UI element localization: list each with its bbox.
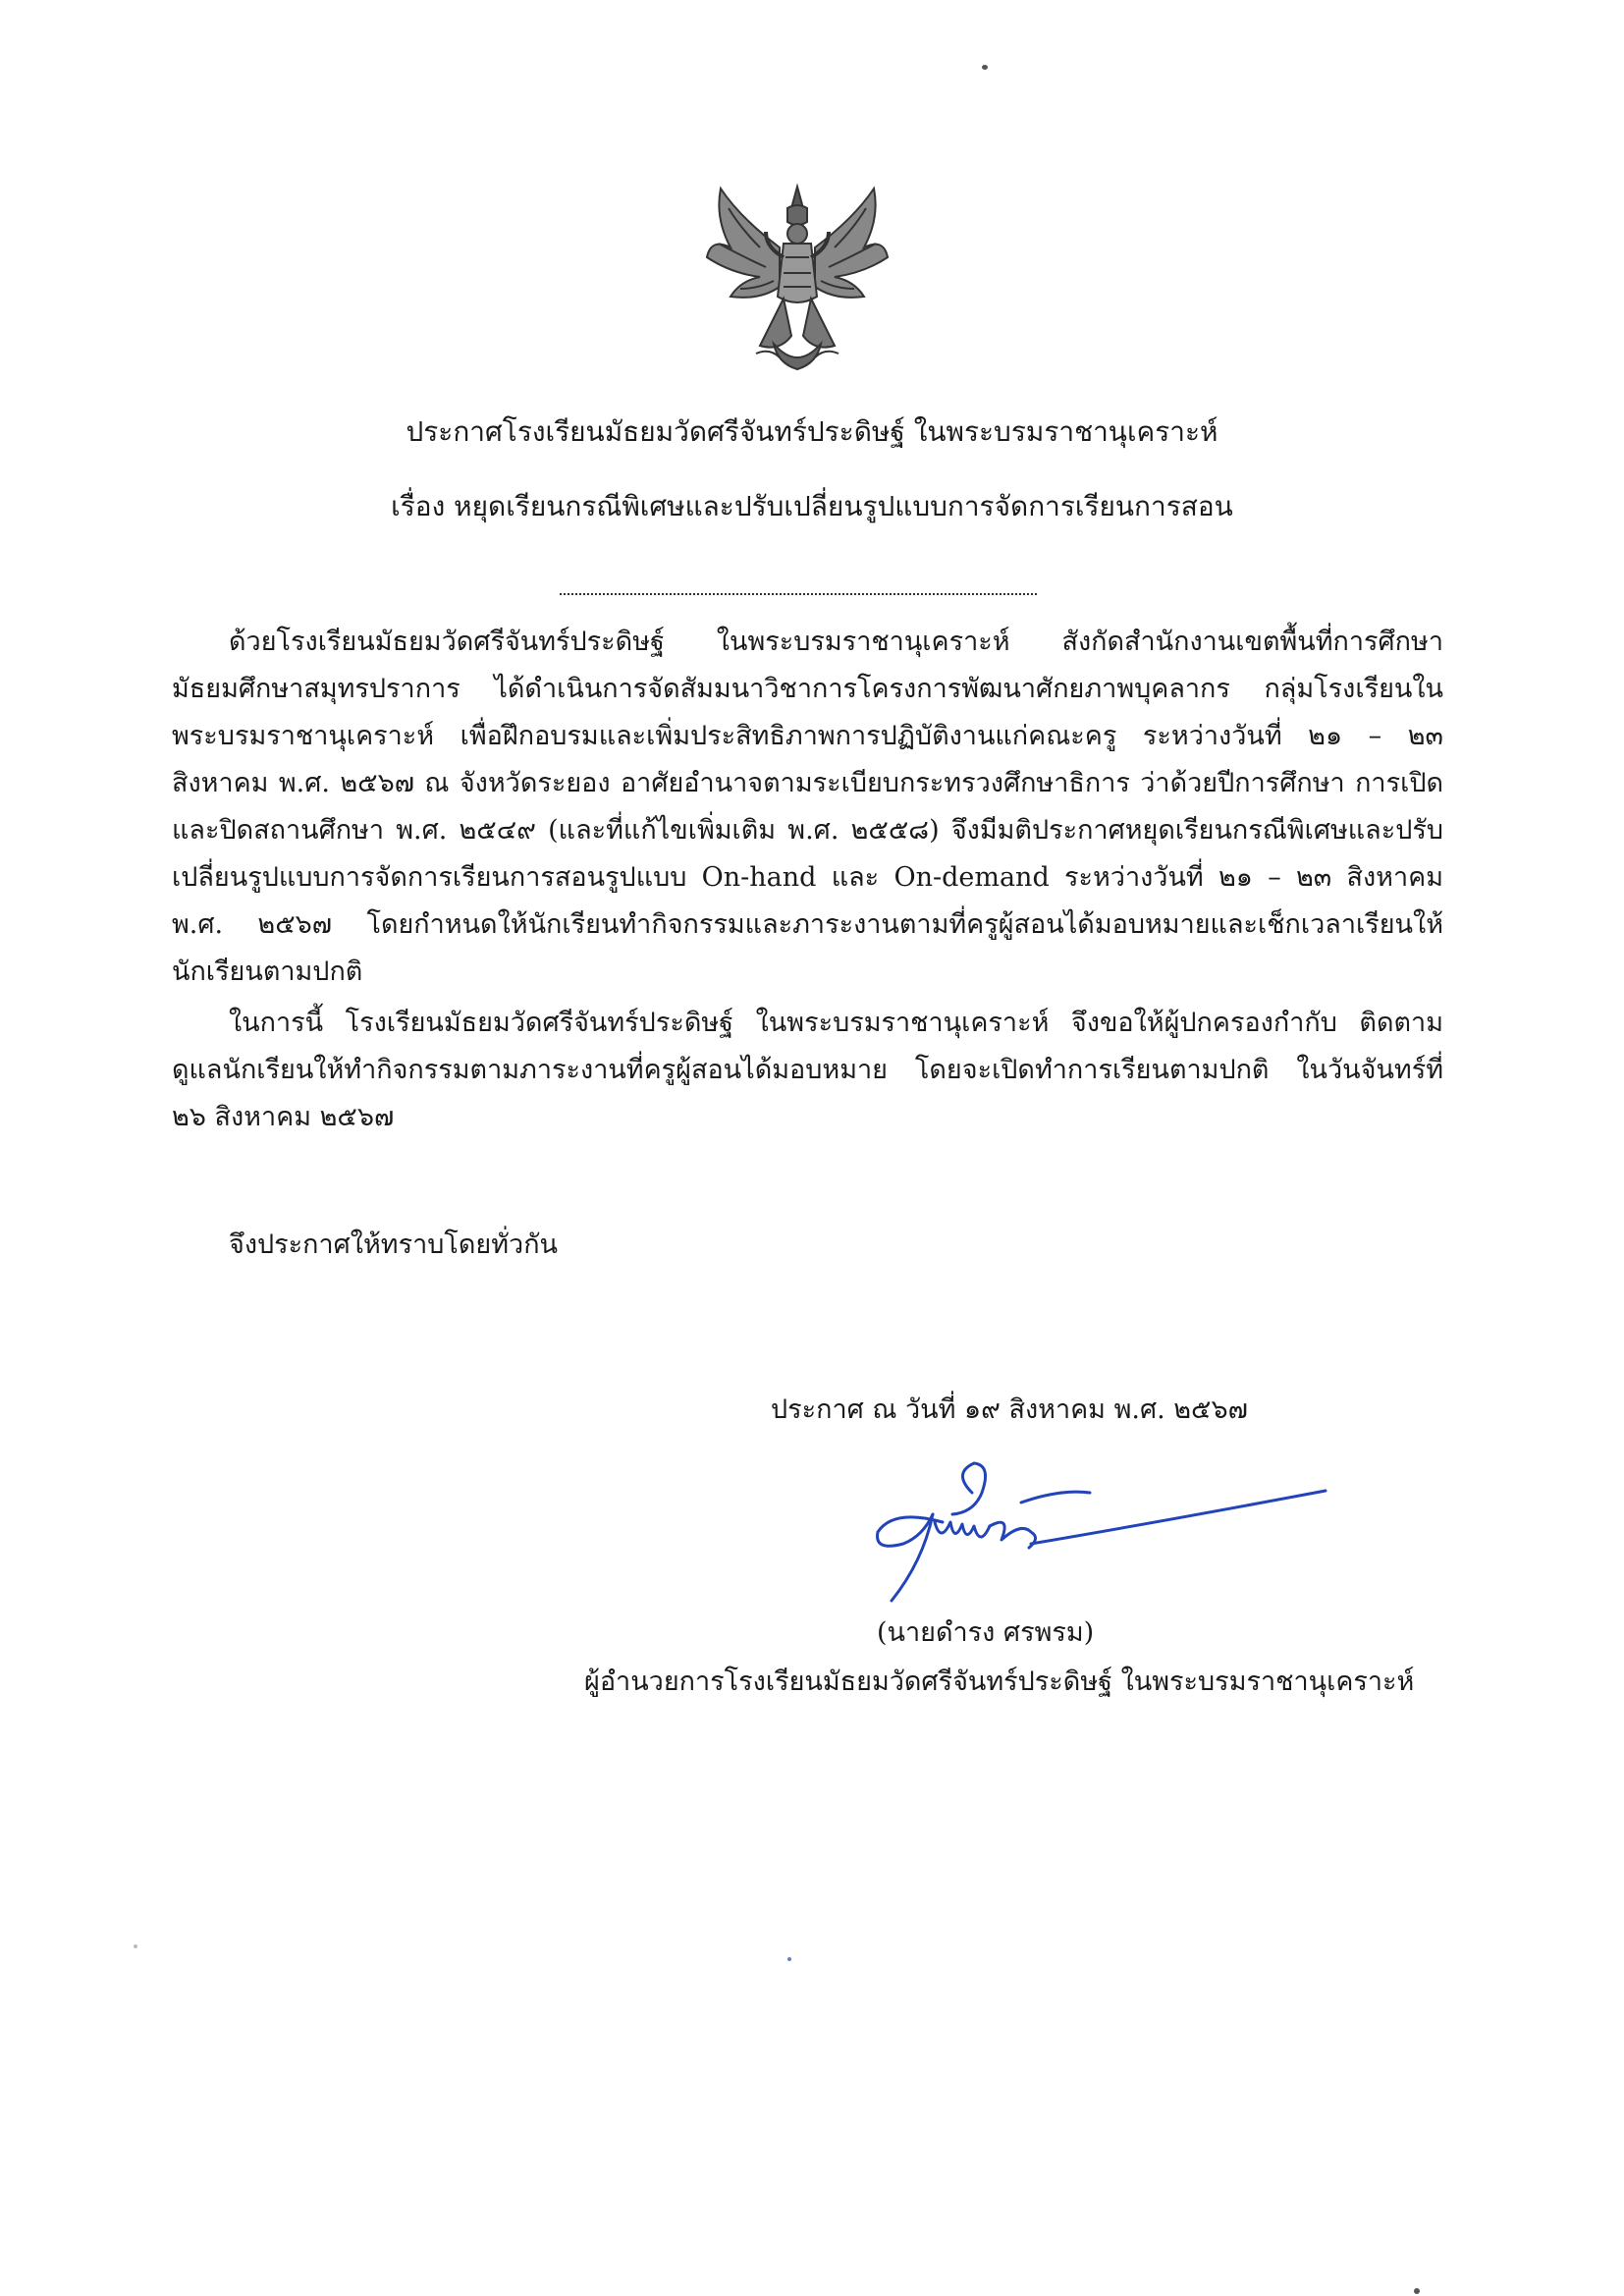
body-paragraph-2: ในการนี้ โรงเรียนมัธยมวัดศรีจันทร์ประดิษฐ์ ในพระบรมราชานุเคราะห์ จึงขอให้ผู้ปกครองกำกับ ติดตาม ดูแลนักเรียนให้ทำกิจกรรมตามภาระงานที่ครูผู้สอนได้มอบหมาย โดยจะเปิดทำการเรียนตามปกติ ในวันจันทร์ที่ ๒๖ สิงหาคม ๒๕๖๗ (172, 1008, 1443, 1132)
announcement-title: ประกาศโรงเรียนมัธยมวัดศรีจันทร์ประดิษฐ์ ในพระบรมราชานุเคราะห์ (406, 415, 1218, 448)
scan-speck (1414, 2288, 1420, 2294)
body-paragraph-1: ด้วยโรงเรียนมัธยมวัดศรีจันทร์ประดิษฐ์ ในพระบรมราชานุเคราะห์ สังกัดสำนักงานเขตพื้นที่การศึกษามัธยมศึกษาสมุทรปราการ ได้ดำเนินการจัดสัมมนาวิชาการโครงการพัฒนาศักยภาพบุคลากร กลุ่มโรงเรียนในพระบรมราชานุเคราะห์ เพื่อฝึกอบรมและเพิ่มประสิทธิภาพการปฏิบัติงานแก่คณะครู ระหว่างวันที่ ๒๑ – ๒๓ สิงหาคม พ.ศ. ๒๕๖๗ ณ จังหวัดระยอง อาศัยอำนาจตามระเบียบกระทรวงศึกษาธิการ ว่าด้วยปีการศึกษา การเปิดและปิดสถานศึกษา พ.ศ. ๒๕๔๙ (และที่แก้ไขเพิ่มเติม พ.ศ. ๒๕๕๘) จึงมีมติประกาศหยุดเรียนกรณีพิเศษและปรับเปลี่ยนรูปแบบการจัดการเรียนการสอนรูปแบบ On-hand และ On-demand ระหว่างวันที่ ๒๑ – ๒๓ สิงหาคม พ.ศ. ๒๕๖๗ โดยกำหนดให้นักเรียนทำกิจกรรมและภาระงานตามที่ครูผู้สอนได้มอบหมายและเช็กเวลาเรียนให้นักเรียนตามปกติ (172, 627, 1443, 987)
announcement-date: ประกาศ ณ วันที่ ๑๙ สิงหาคม พ.ศ. ๒๕๖๗ (771, 1394, 1248, 1425)
title-divider (560, 593, 1037, 595)
handwritten-signature (864, 1453, 1335, 1620)
scan-speck (787, 1957, 791, 1961)
garuda-emblem-icon (701, 179, 893, 375)
signer-name: (นายดำรง ศรพรม) (877, 1617, 1095, 1648)
title-block (0, 412, 1624, 526)
announcement-subject: เรื่อง หยุดเรียนกรณีพิเศษและปรับเปลี่ยนรูปแบบการจัดการเรียนการสอน (391, 490, 1233, 522)
closing-statement: จึงประกาศให้ทราบโดยทั่วกัน (229, 1230, 558, 1260)
signer-title: ผู้อำนวยการโรงเรียนมัธยมวัดศรีจันทร์ประดิษฐ์ ในพระบรมราชานุเคราะห์ (584, 1667, 1415, 1697)
announcement-body (172, 619, 1443, 1141)
scan-speck (134, 1944, 137, 1948)
scan-speck (982, 65, 988, 70)
